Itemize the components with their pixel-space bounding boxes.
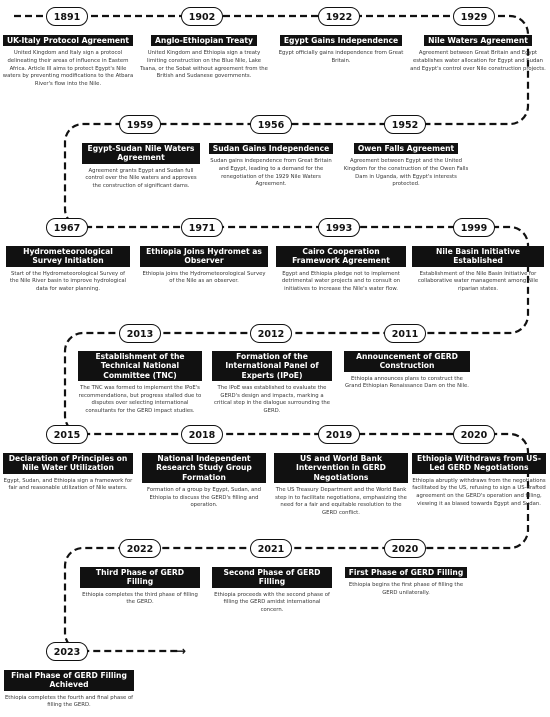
event-description: United Kingdom and Ethiopia sign a treaty limiting construction on the Blue Nile, Lake Tsana, or the Sobat without agreement from the British and Sudanese governments. (140, 50, 268, 80)
event-title: Ethiopia Joins Hydromet as Observer (140, 246, 268, 267)
event-title: US and World Bank Intervention in GERD Negotiations (274, 453, 408, 483)
event-title: Declaration of Principles on Nile Water Utilization (3, 453, 133, 474)
year-badge: 2020 (453, 425, 495, 444)
timeline-event (3, 453, 133, 493)
arrow-right-icon: → (176, 644, 187, 658)
event-title: Egypt Gains Independence (280, 35, 402, 46)
event-description: Ethiopia announces plans to construct the Grand Ethiopian Renaissance Dam on the Nile. (345, 375, 469, 390)
timeline-event (410, 35, 546, 73)
event-title: Final Phase of GERD Filling Achieved (4, 670, 134, 691)
year-badge: 2018 (181, 425, 223, 444)
year-badge: 2023 (46, 642, 88, 661)
event-description: Ethiopia completes the third phase of filling the GERD. (82, 591, 198, 606)
event-title: Hydrometeorological Survey Initiation (6, 246, 130, 267)
event-title: Establishment of the Technical National Committee (TNC) (78, 351, 202, 381)
timeline-event (140, 246, 268, 286)
year-badge: 2019 (318, 425, 360, 444)
year-badge: 2013 (119, 324, 161, 343)
event-description: Start of the Hydrometeorological Survey of the Nile River basin to improve hydrological data for water planning. (9, 270, 127, 292)
year-badge: 1922 (318, 7, 360, 26)
timeline-event (275, 35, 407, 66)
event-title: Ethiopia Withdraws from US-Led GERD Negotiations (412, 453, 546, 474)
timeline-event (343, 143, 469, 189)
timeline-event (412, 453, 546, 508)
event-description: The IPoE was established to evaluate the GERD's design and impacts, marking a critical step in the dialogue surrounding the GERD. (213, 385, 331, 414)
event-description: Egypt and Ethiopia pledge not to implement detrimental water projects and to consult on initiatives to increase the Nile's water flow. (281, 270, 401, 292)
event-title: Second Phase of GERD Filling (212, 567, 332, 588)
year-badge: 1993 (318, 218, 360, 237)
year-badge: 2020 (384, 539, 426, 558)
year-badge: 1959 (119, 115, 161, 134)
event-title: UK-Italy Protocol Agreement (3, 35, 133, 46)
event-description: Ethiopia completes the fourth and final phase of filling the GERD. (4, 694, 134, 709)
timeline-event (4, 670, 134, 710)
event-title: National Independent Research Study Group Formation (142, 453, 266, 483)
event-title: First Phase of GERD Filling (345, 567, 468, 578)
timeline-event (412, 246, 544, 294)
year-badge: 2015 (46, 425, 88, 444)
year-badge: 2011 (384, 324, 426, 343)
timeline-event (276, 246, 406, 294)
timeline-event (208, 143, 334, 189)
event-description: Ethiopia joins the Hydrometeorological Survey of the Nile as an observer. (142, 270, 266, 285)
event-description: United Kingdom and Italy sign a protocol delineating their areas of influence in Eastern Africa. Article III aims to protect Egypt's Nile waters by preventing modifications to the Atbara River's flow into the Nile. (2, 50, 134, 87)
event-description: Formation of a group by Egypt, Sudan, and Ethiopia to discuss the GERD's filling and operation. (146, 487, 262, 509)
year-badge: 1967 (46, 218, 88, 237)
timeline-event (212, 351, 332, 416)
timeline-event (78, 351, 202, 416)
year-badge: 1929 (453, 7, 495, 26)
year-badge: 1999 (453, 218, 495, 237)
event-title: Nile Basin Initiative Established (412, 246, 544, 267)
event-description: Egypt officially gains independence from Great Britain. (278, 50, 404, 64)
event-title: Cairo Cooperation Framework Agreement (276, 246, 406, 267)
timeline-event (344, 567, 468, 598)
event-title: Owen Falls Agreement (354, 143, 458, 154)
timeline-event (142, 453, 266, 510)
event-description: Ethiopia abruptly withdraws from the negotiations facilitated by the US, refusing to sign a US-drafted agreement on the GERD's operation and filling, viewing it as biased towards Egypt and Sudan. (412, 477, 546, 507)
year-badge: 1956 (250, 115, 292, 134)
timeline-event (138, 35, 270, 81)
year-badge: 2021 (250, 539, 292, 558)
event-description: The US Treasury Department and the World Bank step in to facilitate negotiations, emphasizing the need for a fair and equitable resolution to the GERD conflict. (275, 487, 407, 516)
event-description: Sudan gains independence from Great Britain and Egypt, leading to a demand for the renegotiation of the 1929 Nile Waters Agreement. (210, 158, 332, 188)
event-description: Egypt, Sudan, and Ethiopia sign a framework for fair and reasonable utilization of Nile waters. (3, 477, 133, 492)
event-description: Agreement between Egypt and the United Kingdom for the construction of the Owen Falls Dam in Uganda, with Egypt's interests protected. (343, 158, 469, 188)
timeline-event (344, 351, 470, 391)
event-description: The TNC was formed to implement the IPoE's recommendations, but progress stalled due to disputes over selecting international consultants for the GERD impact studies. (78, 385, 202, 414)
event-title: Third Phase of GERD Filling (80, 567, 200, 588)
timeline-event (80, 567, 200, 607)
timeline-event (82, 143, 200, 191)
event-title: Anglo-Ethiopian Treaty (151, 35, 257, 46)
event-description: Agreement grants Egypt and Sudan full control over the Nile waters and approves the construction of significant dams. (85, 167, 197, 189)
event-description: Agreement between Great Britain and Egypt establishes water allocation for Egypt and Sudan and Egypt's control over Nile construction projects. (410, 50, 546, 72)
timeline-event (2, 35, 134, 88)
year-badge: 1971 (181, 218, 223, 237)
event-title: Formation of the International Panel of Experts (IPoE) (212, 351, 332, 381)
year-badge: 1891 (46, 7, 88, 26)
event-description: Establishment of the Nile Basin Initiative for collaborative water management among Nile riparian states. (417, 270, 539, 292)
timeline-event (274, 453, 408, 518)
year-badge: 1952 (384, 115, 426, 134)
timeline-event (6, 246, 130, 294)
event-title: Announcement of GERD Construction (344, 351, 470, 372)
year-badge: 1902 (181, 7, 223, 26)
event-title: Egypt-Sudan Nile Waters Agreement (82, 143, 200, 164)
event-description: Ethiopia proceeds with the second phase of filling the GERD amidst international concern. (214, 591, 330, 613)
year-badge: 2022 (119, 539, 161, 558)
timeline-event (212, 567, 332, 615)
event-description: Ethiopia begins the first phase of filling the GERD unilaterally. (348, 582, 464, 596)
year-badge: 2012 (250, 324, 292, 343)
event-title: Nile Waters Agreement (424, 35, 532, 46)
event-title: Sudan Gains Independence (209, 143, 333, 154)
